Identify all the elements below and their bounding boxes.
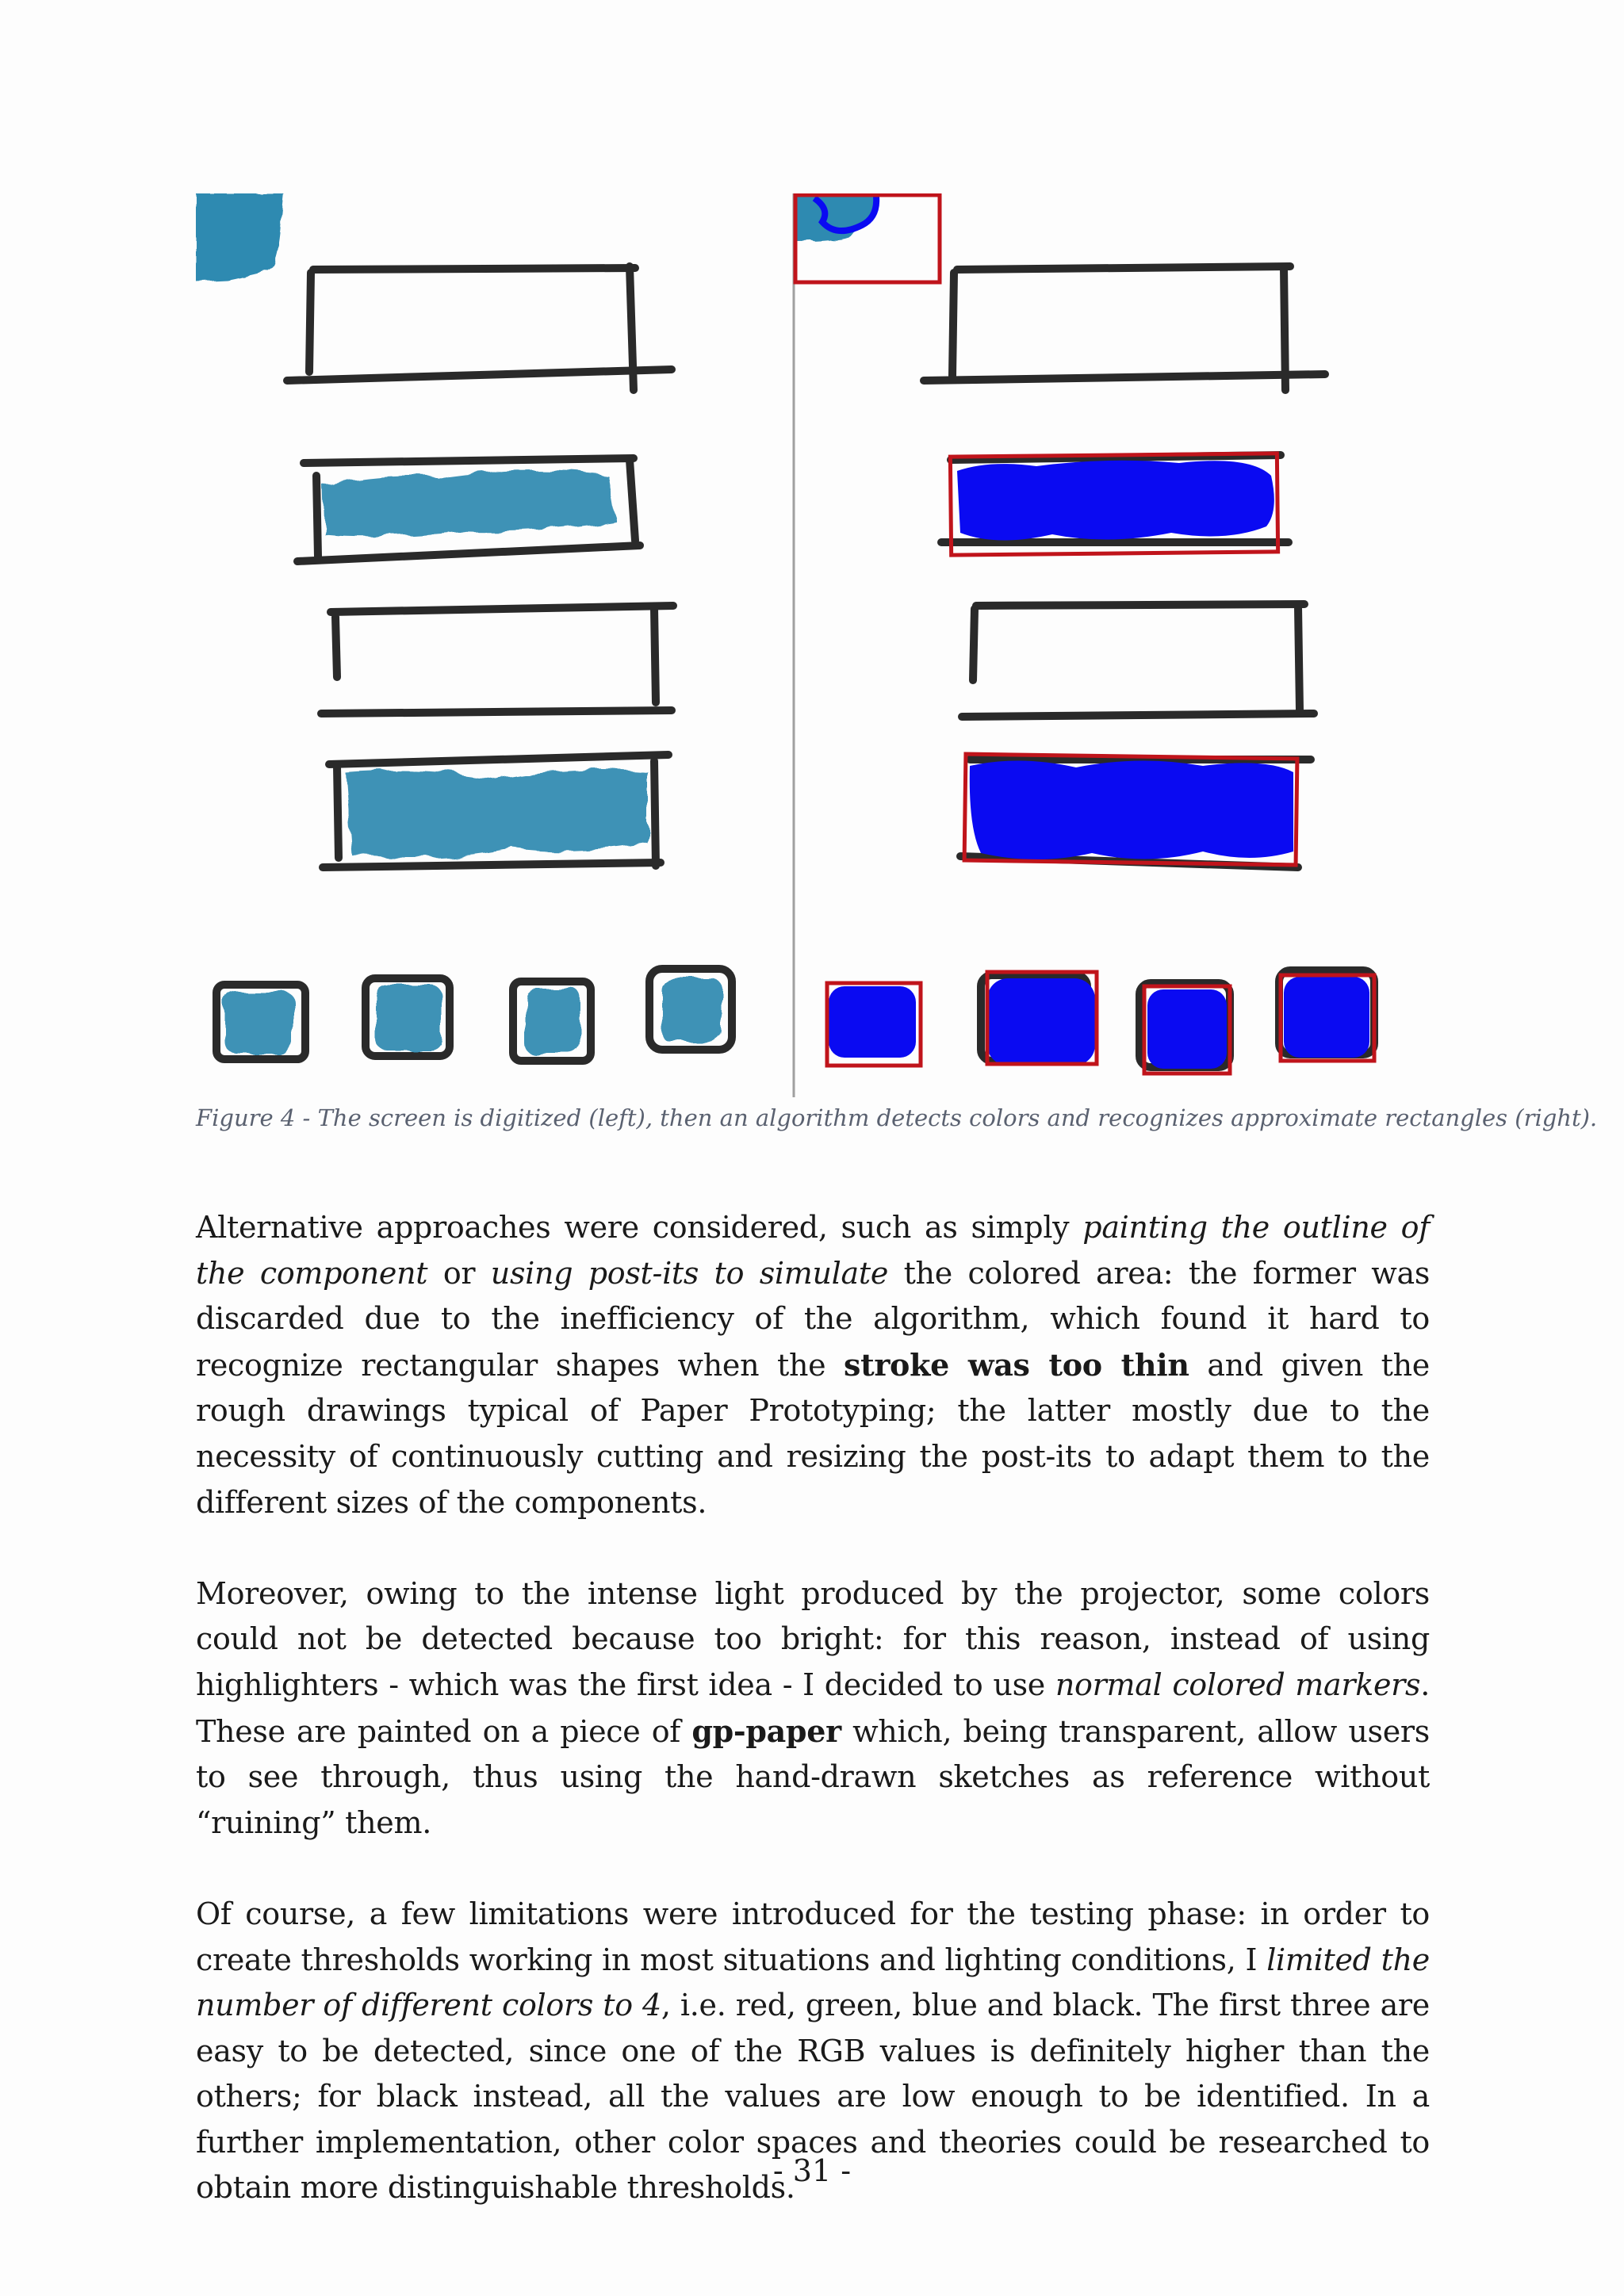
figure-4 <box>196 193 1430 1102</box>
sketch-rectangle-empty-2 <box>321 606 673 714</box>
paragraph-1-segment: the colored area: the former was discarded due to the inefficiency of the algorithm, which found it hard to recognize rectangular shapes when the <box>196 1255 1431 1383</box>
paragraph-2-segment: . These are painted on a piece of <box>196 1667 1431 1749</box>
small-fill-4 <box>661 978 722 1042</box>
paragraph-3-segment: Of course, a few limitations were introduced for the testing phase: in order to create thresholds working in most situations and lighting conditions, I <box>196 1896 1430 1977</box>
detected-rectangle-empty-2 <box>962 604 1314 717</box>
right-detection-result <box>795 193 1374 1073</box>
paragraph-2 <box>196 1571 1430 1846</box>
detected-small-fill-4 <box>1284 977 1369 1058</box>
figure-caption: Figure 4 - The screen is digitized (left), then an algorithm detects colors and recognizes approximate rectangles (right). <box>196 1104 1598 1131</box>
paragraph-1 <box>196 1205 1430 1525</box>
paragraph-1-segment: stroke was too thin <box>843 1346 1189 1383</box>
paragraph-2-segment: normal colored markers <box>1055 1667 1421 1702</box>
paragraph-2-segment: Moreover, owing to the intense light produced by the projector, some colors could not be detected because too bright: for this reason, instead of using highlighters - which was the first idea - I decided to use <box>196 1575 1430 1702</box>
paragraph-3-segment: limited the number of different colors to 4 <box>196 1942 1430 2023</box>
paragraph-1-segment: using post-its to simulate <box>490 1255 889 1291</box>
detected-fill-1 <box>957 461 1274 541</box>
detected-fill-2 <box>970 760 1293 859</box>
detected-small-fill-2 <box>987 978 1095 1066</box>
corner-marker-blob <box>196 193 285 282</box>
body-text <box>196 1205 1430 2257</box>
small-fill-1 <box>224 991 294 1053</box>
page-number: - 31 - <box>772 2153 852 2188</box>
marker-fill-2 <box>345 771 648 859</box>
paragraph-1-segment: and given the rough drawings typical of Paper Prototyping; the latter mostly due to the necessity of continuously cutting and resizing the post-its to adapt them to the different sizes of the components. <box>196 1347 1430 1520</box>
paragraph-1-segment: painting the outline of the component <box>196 1210 1431 1291</box>
detected-rectangle-empty-1 <box>924 266 1325 390</box>
small-fill-3 <box>524 988 581 1054</box>
sketch-rectangle-empty-1 <box>287 266 672 390</box>
paragraph-2-segment: gp-paper <box>691 1712 841 1749</box>
paragraph-1-segment: or <box>427 1255 491 1291</box>
paragraph-3-segment: , i.e. red, green, blue and black. The first three are easy to be detected, since one of the RGB values is definitely higher than the others; for black instead, all the values are low enough to be identified. In a further implementation, other color spaces and theories could be researched to obtain more distinguishable thresholds. <box>196 1988 1430 2206</box>
detected-small-fill-3 <box>1147 989 1227 1069</box>
corner-detection <box>795 193 940 282</box>
marker-fill-1 <box>323 471 616 536</box>
left-digitized-sketch <box>196 193 732 1061</box>
small-fill-2 <box>375 985 442 1050</box>
detected-small-fill-1 <box>829 986 916 1058</box>
paragraph-1-segment: Alternative approaches were considered, such as simply <box>196 1210 1083 1245</box>
paragraph-2-segment: which, being transparent, allow users to see through, thus using the hand-drawn sketches as reference without “ruining” them. <box>196 1713 1430 1840</box>
